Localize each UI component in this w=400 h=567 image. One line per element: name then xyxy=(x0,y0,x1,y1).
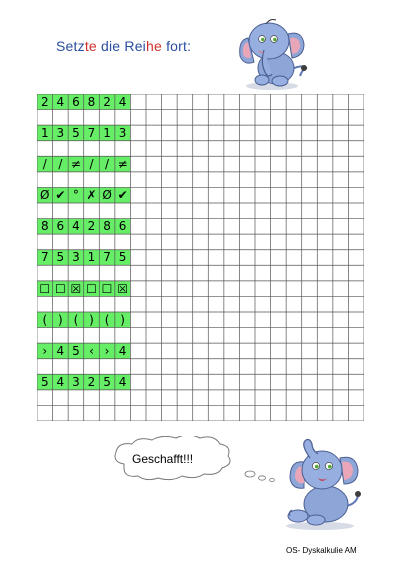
grid-cell: 2 xyxy=(87,219,96,234)
grid-cell: 4 xyxy=(56,375,65,390)
grid-cell: 4 xyxy=(56,94,65,109)
elephant-top-icon xyxy=(232,14,312,92)
grid-cell: 1 xyxy=(103,125,111,140)
grid-cell: 8 xyxy=(40,219,49,234)
title-word-4: fort: xyxy=(166,38,192,54)
grid-cell: ☒ xyxy=(117,281,128,296)
title-word-1b: te xyxy=(84,38,97,54)
grid-cell: ☐ xyxy=(101,281,113,296)
grid-cell: 4 xyxy=(118,94,127,109)
grid-cell: › xyxy=(42,343,48,358)
grid-cell: 7 xyxy=(40,250,49,265)
grid-cell: ( xyxy=(104,312,110,327)
grid-cell: ☐ xyxy=(54,281,66,296)
grid-cell: ☐ xyxy=(39,281,51,296)
grid-cell: 5 xyxy=(72,343,80,358)
thought-bubble xyxy=(104,436,284,486)
grid-cell: 4 xyxy=(118,343,127,358)
grid-cell: 8 xyxy=(87,94,96,109)
grid-cell: ✔ xyxy=(117,188,128,203)
title-word-2: die xyxy=(101,38,121,54)
grid-cell: 5 xyxy=(72,125,80,140)
grid-cell: / xyxy=(89,157,94,172)
grid-cell: 5 xyxy=(56,250,65,265)
grid-cell: / xyxy=(105,157,110,172)
grid-cell: ° xyxy=(72,188,79,203)
grid-cell: 8 xyxy=(103,219,111,234)
footer-credit: OS- Dyskalkulie AM xyxy=(286,546,357,555)
grid-cell: ☒ xyxy=(70,281,82,296)
grid-cell: ✔ xyxy=(55,188,66,203)
grid-cell: 4 xyxy=(72,219,80,234)
grid-cell: 7 xyxy=(103,250,111,265)
grid-cell: 3 xyxy=(72,375,80,390)
grid-cell: ( xyxy=(42,312,48,327)
page-title xyxy=(56,38,191,54)
grid-cell: 1 xyxy=(40,125,49,140)
grid-cell: 6 xyxy=(56,219,65,234)
grid-cell: ≠ xyxy=(117,157,128,172)
title-word-3b: he xyxy=(146,38,162,54)
grid-cell: / xyxy=(58,157,63,172)
grid-cell: ) xyxy=(89,312,94,327)
title-word-1a: Setz xyxy=(56,38,85,54)
grid-cell: 2 xyxy=(87,375,96,390)
grid-cell: / xyxy=(42,157,47,172)
grid-cell: › xyxy=(104,343,110,358)
grid-cell: 5 xyxy=(103,375,111,390)
grid-cell: 3 xyxy=(56,125,65,140)
grid-cell: 2 xyxy=(103,94,111,109)
title-word-3a: Rei xyxy=(124,38,146,54)
grid-cell: 5 xyxy=(118,250,127,265)
grid-cell: ) xyxy=(58,312,63,327)
grid-cell: Ø xyxy=(40,188,50,203)
grid-cell: 4 xyxy=(56,343,65,358)
grid-cell: 3 xyxy=(118,125,127,140)
grid-cell: 6 xyxy=(72,94,80,109)
elephant-bottom-icon xyxy=(276,436,364,532)
bubble-text: Geschafft!!! xyxy=(132,452,194,466)
grid-cell: 4 xyxy=(118,375,127,390)
grid-cell: ) xyxy=(120,312,125,327)
grid-cell: ‹ xyxy=(89,343,94,358)
grid-cell: 5 xyxy=(40,375,49,390)
grid-cell: ✗ xyxy=(86,188,97,203)
grid-cell: 2 xyxy=(40,94,49,109)
grid-cell: 3 xyxy=(72,250,80,265)
grid-cell: 1 xyxy=(87,250,96,265)
grid-cell: ☐ xyxy=(86,281,97,296)
worksheet-grid xyxy=(37,94,364,421)
grid-cell: Ø xyxy=(102,188,112,203)
grid-cell: ( xyxy=(73,312,79,327)
grid-cell: ≠ xyxy=(70,157,81,172)
grid-cell: 6 xyxy=(118,219,127,234)
grid-cell: 7 xyxy=(87,125,96,140)
